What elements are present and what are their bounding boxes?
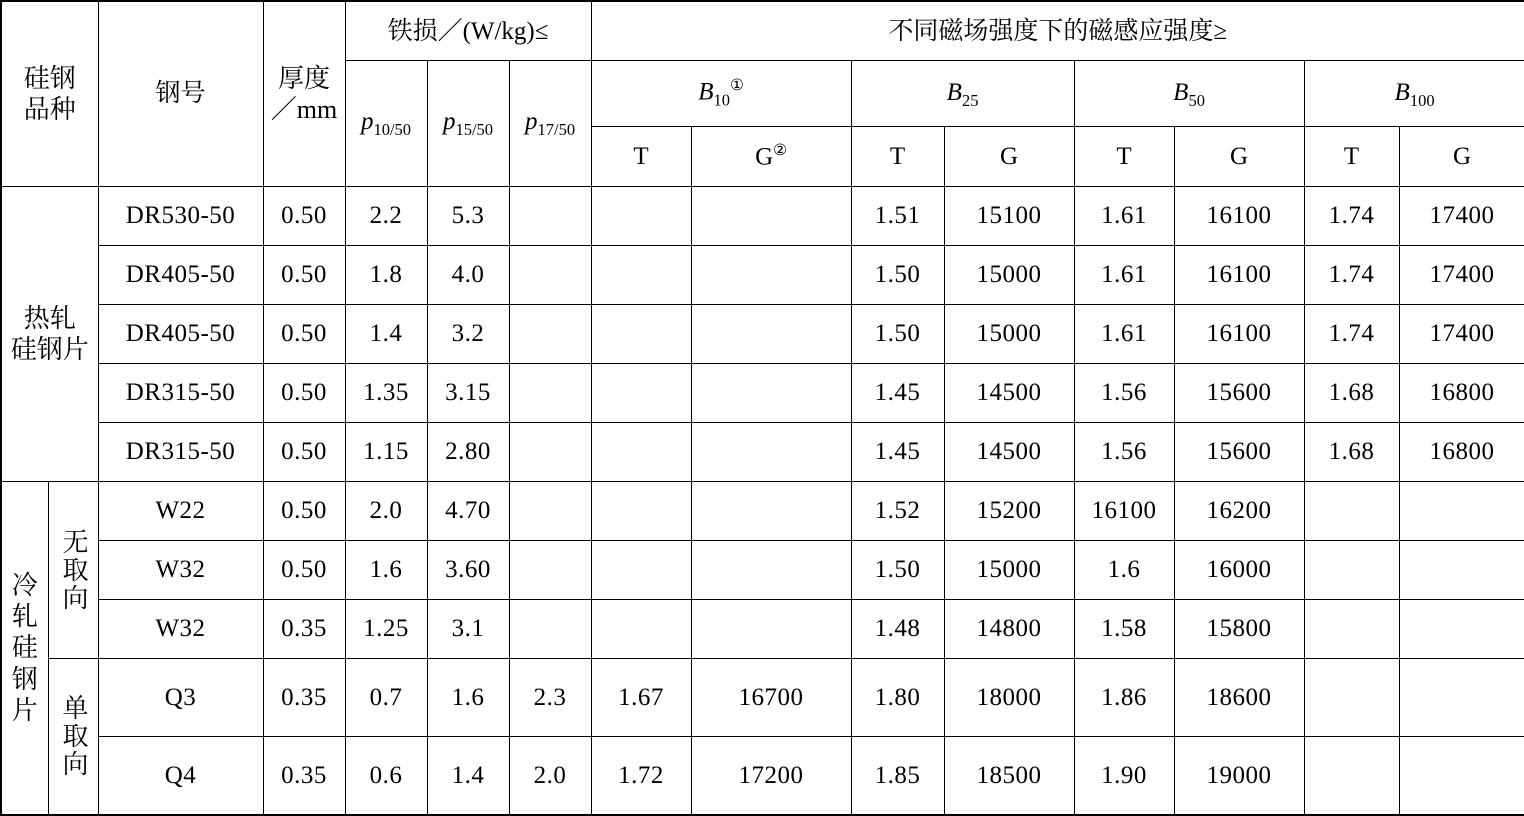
- cell-grade: Q4: [98, 736, 263, 815]
- cell-b10t: [591, 599, 691, 658]
- cell-b100g: 17400: [1399, 245, 1524, 304]
- cell-b25t: 1.85: [851, 736, 944, 815]
- cell-p1550: 3.1: [427, 599, 509, 658]
- cell-grade: W32: [98, 599, 263, 658]
- cell-b100t: [1304, 481, 1399, 540]
- table-row: [1, 599, 1524, 658]
- cell-p1050: 1.4: [345, 304, 427, 363]
- cell-b10t: [591, 540, 691, 599]
- cell-p1050: 2.0: [345, 481, 427, 540]
- cell-b50t: 16100: [1074, 481, 1174, 540]
- header-b10-unit-t: T: [591, 127, 691, 187]
- header-b25: $B_{25}$: [851, 61, 1074, 127]
- cell-p1550: 1.6: [427, 658, 509, 736]
- cell-grade: DR405-50: [98, 304, 263, 363]
- header-b50-unit-t: T: [1074, 127, 1174, 187]
- cell-b25g: 15000: [944, 540, 1074, 599]
- cell-b50g: 15800: [1174, 599, 1304, 658]
- cell-b50g: 19000: [1174, 736, 1304, 815]
- cell-p1750: [509, 304, 591, 363]
- header-b50-unit-g: G: [1174, 127, 1304, 187]
- cell-p1550: 3.15: [427, 363, 509, 422]
- cell-b100t: [1304, 736, 1399, 815]
- table-row: [1, 186, 1524, 245]
- cell-p1550: 3.2: [427, 304, 509, 363]
- header-category-line1: 硅钢: [23, 63, 76, 93]
- cell-b25g: 15000: [944, 304, 1074, 363]
- header-b100-unit-t: T: [1304, 127, 1399, 187]
- cell-b50t: 1.90: [1074, 736, 1174, 815]
- cell-p1550: 3.60: [427, 540, 509, 599]
- cell-p1750: 2.0: [509, 736, 591, 815]
- table-row: [1, 658, 1524, 736]
- cell-b100t: [1304, 540, 1399, 599]
- cell-b50g: 16000: [1174, 540, 1304, 599]
- cell-b50t: 1.86: [1074, 658, 1174, 736]
- cell-b100t: [1304, 658, 1399, 736]
- cell-p1050: 1.8: [345, 245, 427, 304]
- cell-b50t: 1.56: [1074, 422, 1174, 481]
- cell-p1050: 2.2: [345, 186, 427, 245]
- cell-b100g: [1399, 658, 1524, 736]
- cell-b10g: [691, 599, 851, 658]
- cell-b10t: [591, 422, 691, 481]
- header-iron-loss-group: 铁损／(W/kg)≤: [345, 1, 591, 61]
- group-label-line1: 热轧: [23, 303, 76, 333]
- cell-grade: DR530-50: [98, 186, 263, 245]
- cell-b100t: 1.74: [1304, 245, 1399, 304]
- cell-b50t: 1.56: [1074, 363, 1174, 422]
- cell-grade: Q3: [98, 658, 263, 736]
- cell-p1550: 4.0: [427, 245, 509, 304]
- cell-thickness: 0.50: [263, 245, 345, 304]
- header-category-line2: 品种: [23, 94, 76, 124]
- table-row: [1, 363, 1524, 422]
- cell-b100t: 1.68: [1304, 422, 1399, 481]
- header-b25-unit-t: T: [851, 127, 944, 187]
- cell-p1050: 1.6: [345, 540, 427, 599]
- cell-p1050: 1.35: [345, 363, 427, 422]
- cell-thickness: 0.50: [263, 304, 345, 363]
- cell-b100t: [1304, 599, 1399, 658]
- header-b10: $B_{10}^①$: [591, 61, 851, 127]
- table-row: [1, 736, 1524, 815]
- cell-b10g: [691, 186, 851, 245]
- cell-b10g: [691, 481, 851, 540]
- table-row: [1, 304, 1524, 363]
- cell-b10g: [691, 422, 851, 481]
- cell-b100g: 16800: [1399, 363, 1524, 422]
- cell-b100t: 1.74: [1304, 304, 1399, 363]
- cell-p1750: [509, 540, 591, 599]
- group-label-line1: 冷轧: [11, 570, 38, 632]
- cell-b50g: 16100: [1174, 245, 1304, 304]
- cell-b10t: 1.72: [591, 736, 691, 815]
- header-thickness-line2: ／mm: [270, 94, 338, 124]
- cell-b100t: 1.68: [1304, 363, 1399, 422]
- cell-thickness: 0.35: [263, 599, 345, 658]
- group-label-hot-rolled: [1, 186, 98, 481]
- header-thickness-line1: 厚度: [278, 63, 331, 93]
- header-row-1: [1, 1, 1524, 61]
- group-label-cold-rolled: [1, 481, 48, 815]
- cell-b25t: 1.52: [851, 481, 944, 540]
- header-b100-unit-g: G: [1399, 127, 1524, 187]
- cell-grade: DR315-50: [98, 422, 263, 481]
- group-label-line2: 硅钢片: [11, 633, 38, 725]
- cell-b100t: 1.74: [1304, 186, 1399, 245]
- cell-b100g: [1399, 481, 1524, 540]
- cell-b50g: 16200: [1174, 481, 1304, 540]
- cell-b25g: 18000: [944, 658, 1074, 736]
- cell-p1750: [509, 422, 591, 481]
- cell-b10t: [591, 245, 691, 304]
- cell-b50t: 1.61: [1074, 245, 1174, 304]
- cell-p1750: [509, 481, 591, 540]
- cell-b25t: 1.45: [851, 422, 944, 481]
- cell-p1050: 0.7: [345, 658, 427, 736]
- subgroup-label-non-oriented: [48, 481, 98, 658]
- cell-b25t: 1.50: [851, 304, 944, 363]
- cell-b25t: 1.51: [851, 186, 944, 245]
- cell-b100g: [1399, 599, 1524, 658]
- table-row: [1, 540, 1524, 599]
- cell-b10t: [591, 304, 691, 363]
- cell-thickness: 0.50: [263, 363, 345, 422]
- cell-b25g: 14500: [944, 363, 1074, 422]
- header-p1550: $p_{15/50}$: [427, 61, 509, 186]
- header-p1050: $p_{10/50}$: [345, 61, 427, 186]
- cell-b10g: 16700: [691, 658, 851, 736]
- cell-b10g: 17200: [691, 736, 851, 815]
- cell-grade: DR405-50: [98, 245, 263, 304]
- cell-grade: W22: [98, 481, 263, 540]
- header-grade: 钢号: [98, 1, 263, 186]
- table-row: [1, 245, 1524, 304]
- cell-b25g: 14800: [944, 599, 1074, 658]
- subgroup-label-grain-oriented: [48, 658, 98, 815]
- cell-b100g: 16800: [1399, 422, 1524, 481]
- cell-p1550: 1.4: [427, 736, 509, 815]
- cell-p1750: [509, 186, 591, 245]
- cell-b10g: [691, 363, 851, 422]
- cell-p1550: 5.3: [427, 186, 509, 245]
- cell-b10g: [691, 245, 851, 304]
- cell-b25t: 1.50: [851, 245, 944, 304]
- header-category: [1, 1, 98, 186]
- group-label-line2: 硅钢片: [10, 334, 89, 364]
- cell-b10t: [591, 186, 691, 245]
- cell-b50t: 1.6: [1074, 540, 1174, 599]
- cell-b50g: 18600: [1174, 658, 1304, 736]
- cell-thickness: 0.50: [263, 186, 345, 245]
- cell-p1550: 2.80: [427, 422, 509, 481]
- cell-b10t: 1.67: [591, 658, 691, 736]
- cell-b25g: 15000: [944, 245, 1074, 304]
- header-b100: $B_{100}$: [1304, 61, 1524, 127]
- cell-b50g: 15600: [1174, 422, 1304, 481]
- cell-b100g: 17400: [1399, 304, 1524, 363]
- cell-thickness: 0.50: [263, 422, 345, 481]
- cell-b50g: 15600: [1174, 363, 1304, 422]
- header-b25-unit-g: G: [944, 127, 1074, 187]
- header-b50: $B_{50}$: [1074, 61, 1304, 127]
- cell-b50t: 1.58: [1074, 599, 1174, 658]
- cell-b50t: 1.61: [1074, 304, 1174, 363]
- cell-b25t: 1.50: [851, 540, 944, 599]
- cell-b10t: [591, 363, 691, 422]
- cell-b10g: [691, 540, 851, 599]
- header-b10-unit-g: G②: [691, 127, 851, 187]
- cell-p1050: 1.15: [345, 422, 427, 481]
- cell-b25g: 15100: [944, 186, 1074, 245]
- cell-b10g: [691, 304, 851, 363]
- cell-p1050: 0.6: [345, 736, 427, 815]
- cell-b25t: 1.45: [851, 363, 944, 422]
- cell-thickness: 0.35: [263, 736, 345, 815]
- header-induction-group: 不同磁场强度下的磁感应强度≥: [591, 1, 1524, 61]
- subgroup-label-text: 单取向: [58, 694, 88, 779]
- cell-b25g: 14500: [944, 422, 1074, 481]
- cell-p1750: [509, 245, 591, 304]
- cell-grade: DR315-50: [98, 363, 263, 422]
- cell-p1750: 2.3: [509, 658, 591, 736]
- cell-b25t: 1.48: [851, 599, 944, 658]
- cell-thickness: 0.50: [263, 540, 345, 599]
- cell-b50g: 16100: [1174, 304, 1304, 363]
- cell-b100g: [1399, 540, 1524, 599]
- cell-thickness: 0.35: [263, 658, 345, 736]
- cell-p1750: [509, 599, 591, 658]
- cell-thickness: 0.50: [263, 481, 345, 540]
- subgroup-label-text: 无取向: [58, 527, 88, 612]
- cell-b25g: 15200: [944, 481, 1074, 540]
- header-p1750: $p_{17/50}$: [509, 61, 591, 186]
- cell-p1550: 4.70: [427, 481, 509, 540]
- cell-b50t: 1.61: [1074, 186, 1174, 245]
- cell-p1750: [509, 363, 591, 422]
- cell-b25t: 1.80: [851, 658, 944, 736]
- cell-b100g: [1399, 736, 1524, 815]
- table-row: [1, 422, 1524, 481]
- table-row: [1, 481, 1524, 540]
- cell-b25g: 18500: [944, 736, 1074, 815]
- cell-b10t: [591, 481, 691, 540]
- cell-b100g: 17400: [1399, 186, 1524, 245]
- cell-p1050: 1.25: [345, 599, 427, 658]
- cell-grade: W32: [98, 540, 263, 599]
- header-thickness: [263, 1, 345, 186]
- cell-b50g: 16100: [1174, 186, 1304, 245]
